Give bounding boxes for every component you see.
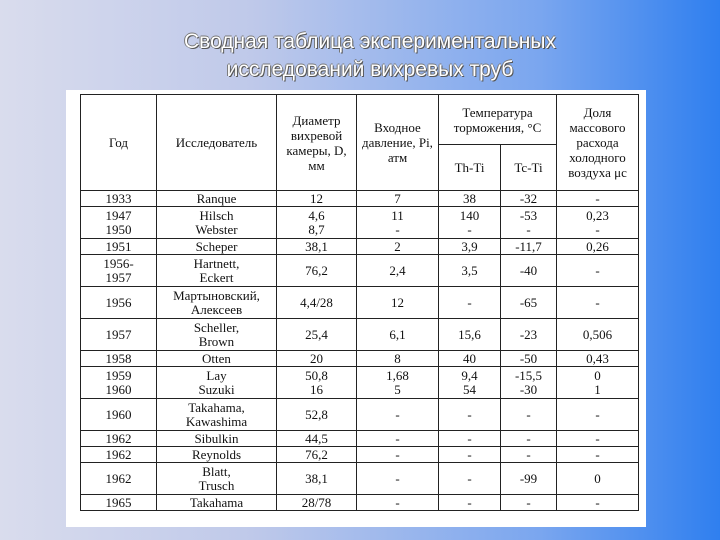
slide-title-line-1: Сводная таблица экспериментальных (184, 30, 556, 53)
cell-temp-hot-line: - (467, 294, 472, 310)
cell-diameter-line: 28/78 (301, 494, 332, 510)
cell-temp-hot (439, 287, 501, 319)
cell-temp-cold-line: -32 (519, 190, 538, 206)
cell-year-line: 1957 (105, 326, 132, 342)
cell-temp-hot-line: 40 (463, 350, 476, 366)
cell-temp-cold-line: -40 (519, 262, 538, 278)
cell-cold-fraction (557, 463, 639, 495)
cell-year (81, 447, 157, 463)
cell-diameter-line: 76,2 (305, 446, 328, 462)
cell-researcher (157, 191, 277, 207)
table-row (81, 463, 639, 495)
cell-temp-cold (501, 255, 557, 287)
cell-pressure (357, 463, 439, 495)
cell-temp-hot (439, 431, 501, 447)
table-row (81, 495, 639, 511)
cell-temp-cold-line: -11,7 (515, 238, 542, 254)
cell-researcher-line: Мартыновский, (173, 287, 260, 303)
cell-cold-fraction-line: - (595, 406, 600, 422)
cell-researcher-line: Takahama, (188, 399, 245, 415)
cell-pressure (357, 367, 439, 399)
cell-year (81, 367, 157, 399)
cell-year-line: 1956 (105, 294, 132, 310)
cell-researcher-line: Scheller, (193, 319, 240, 335)
cell-researcher (157, 431, 277, 447)
cell-researcher-line: Blatt, (202, 463, 231, 479)
table-row (81, 255, 639, 287)
cell-temp-hot (439, 447, 501, 463)
cell-temp-cold (501, 207, 557, 239)
cell-cold-fraction-line: 0,43 (586, 350, 609, 366)
cell-cold-fraction (557, 191, 639, 207)
cell-year (81, 463, 157, 495)
cell-temp-hot (439, 191, 501, 207)
cell-researcher (157, 319, 277, 351)
cell-diameter-line: 12 (310, 190, 323, 206)
cell-temp-hot-line: 15,6 (458, 326, 481, 342)
cell-year-line: 1962 (105, 470, 132, 486)
cell-year-line: 1962 (105, 430, 132, 446)
cell-temp-hot (439, 399, 501, 431)
table-row (81, 239, 639, 255)
cell-pressure-line: - (395, 430, 400, 446)
table-row (81, 287, 639, 319)
cell-cold-fraction (557, 367, 639, 399)
cell-temp-cold-line: - (526, 406, 531, 422)
cell-pressure-line: - (395, 406, 400, 422)
cell-temp-cold-line: -50 (519, 350, 538, 366)
cell-diameter-line: 52,8 (305, 406, 328, 422)
cell-diameter-line: 8,7 (308, 221, 325, 237)
cell-diameter-line: 20 (310, 350, 323, 366)
cell-pressure (357, 447, 439, 463)
cell-temp-hot-line: - (467, 430, 472, 446)
cell-cold-fraction (557, 495, 639, 511)
header-diameter: Диаметр вихревой камеры, D, мм (277, 95, 357, 191)
cell-temp-hot-line: - (467, 221, 472, 237)
header-temp-hot: Th-Ti (439, 145, 501, 191)
cell-temp-cold-line: -65 (519, 294, 538, 310)
cell-cold-fraction (557, 207, 639, 239)
cell-researcher (157, 255, 277, 287)
cell-researcher-line: Алексеев (190, 301, 243, 317)
cell-temp-cold (501, 319, 557, 351)
cell-diameter (277, 399, 357, 431)
table-row (81, 399, 639, 431)
cell-temp-cold-line: - (526, 430, 531, 446)
cell-researcher-line: Webster (195, 221, 238, 237)
cell-researcher-line: Hartnett, (193, 255, 240, 271)
cell-diameter (277, 351, 357, 367)
cell-pressure-line: 1,68 (386, 367, 409, 383)
cell-researcher-line: Takahama (189, 494, 244, 510)
cell-temp-hot-line: - (467, 470, 472, 486)
cell-diameter (277, 319, 357, 351)
cell-researcher (157, 463, 277, 495)
cell-year (81, 239, 157, 255)
table-sheet (66, 90, 646, 527)
cell-year (81, 207, 157, 239)
cell-diameter (277, 287, 357, 319)
cell-pressure-line: - (395, 470, 400, 486)
cell-year-line: 1947 (105, 207, 132, 223)
cell-temp-hot-line: 140 (459, 207, 480, 223)
cell-pressure-line: 7 (394, 190, 401, 206)
cell-researcher-line: Sibulkin (194, 430, 239, 446)
cell-temp-hot-line: 9,4 (461, 367, 478, 383)
cell-pressure-line: - (395, 221, 400, 237)
vortex-tube-research-table (80, 94, 639, 511)
cell-pressure (357, 319, 439, 351)
cell-year (81, 399, 157, 431)
cell-year-line: 1962 (105, 446, 132, 462)
cell-cold-fraction (557, 447, 639, 463)
cell-cold-fraction-line: - (595, 430, 600, 446)
cell-researcher (157, 239, 277, 255)
cell-temp-hot (439, 319, 501, 351)
cell-pressure-line: - (395, 494, 400, 510)
cell-pressure-line: 2 (394, 238, 401, 254)
cell-researcher (157, 367, 277, 399)
cell-year (81, 351, 157, 367)
cell-cold-fraction-line: 0,23 (586, 207, 609, 223)
cell-researcher (157, 287, 277, 319)
table-row (81, 207, 639, 239)
cell-year-line: 1960 (105, 406, 132, 422)
cell-researcher (157, 447, 277, 463)
cell-pressure-line: 8 (394, 350, 401, 366)
cell-pressure-line: - (395, 446, 400, 462)
cell-temp-hot-line: 3,5 (461, 262, 478, 278)
cell-year (81, 431, 157, 447)
table-row (81, 319, 639, 351)
cell-temp-cold-line: -53 (519, 207, 538, 223)
header-cold-fraction: Доля массового расхода холодного воздуха μc (557, 95, 639, 191)
cell-temp-cold (501, 495, 557, 511)
cell-year-line: 1960 (105, 381, 132, 397)
cell-diameter (277, 239, 357, 255)
cell-pressure (357, 351, 439, 367)
cell-temp-hot-line: 54 (463, 381, 476, 397)
cell-diameter-line: 16 (310, 381, 323, 397)
cell-researcher-line: Lay (206, 367, 227, 383)
cell-diameter-line: 4,6 (308, 207, 325, 223)
cell-temp-hot-line: - (467, 446, 472, 462)
cell-cold-fraction-line: 1 (594, 381, 601, 397)
cell-year-line: 1965 (105, 494, 132, 510)
cell-researcher-line: Hilsch (199, 207, 234, 223)
cell-temp-cold (501, 191, 557, 207)
cell-diameter-line: 44,5 (305, 430, 328, 446)
cell-temp-cold-line: - (526, 221, 531, 237)
cell-cold-fraction-line: - (595, 494, 600, 510)
cell-diameter (277, 463, 357, 495)
cell-diameter (277, 191, 357, 207)
cell-researcher-line: Eckert (199, 269, 234, 285)
cell-cold-fraction-line: - (595, 221, 600, 237)
cell-temp-hot (439, 367, 501, 399)
cell-diameter-line: 38,1 (305, 238, 328, 254)
cell-diameter-line: 50,8 (305, 367, 328, 383)
cell-temp-hot (439, 495, 501, 511)
cell-temp-hot-line: - (467, 406, 472, 422)
cell-cold-fraction-line: 0 (594, 470, 601, 486)
cell-year-line: 1951 (105, 238, 132, 254)
cell-year (81, 255, 157, 287)
table-row (81, 431, 639, 447)
cell-temp-cold (501, 431, 557, 447)
cell-temp-cold (501, 351, 557, 367)
cell-diameter-line: 4,4/28 (300, 294, 333, 310)
cell-researcher (157, 399, 277, 431)
cell-researcher-line: Brown (198, 333, 235, 349)
cell-year-line: 1959 (105, 367, 132, 383)
cell-cold-fraction-line: - (595, 190, 600, 206)
cell-temp-hot-line: 3,9 (461, 238, 478, 254)
cell-temp-cold (501, 463, 557, 495)
cell-diameter (277, 495, 357, 511)
cell-diameter (277, 431, 357, 447)
cell-temp-cold-line: - (526, 494, 531, 510)
cell-temp-cold-line: -15,5 (514, 367, 543, 383)
table-row (81, 367, 639, 399)
cell-pressure (357, 207, 439, 239)
cell-diameter-line: 76,2 (305, 262, 328, 278)
cell-diameter (277, 255, 357, 287)
cell-temp-cold (501, 447, 557, 463)
cell-temp-cold-line: -99 (519, 470, 538, 486)
cell-pressure (357, 431, 439, 447)
header-pressure: Входное давление, Pi, атм (357, 95, 439, 191)
cell-temp-cold (501, 367, 557, 399)
cell-pressure (357, 255, 439, 287)
cell-researcher-line: Scheper (195, 238, 238, 254)
cell-year-line: 1956- (103, 255, 134, 271)
cell-pressure-line: 12 (391, 294, 404, 310)
cell-year (81, 287, 157, 319)
header-year: Год (81, 95, 157, 191)
cell-pressure (357, 399, 439, 431)
cell-diameter (277, 447, 357, 463)
cell-researcher (157, 495, 277, 511)
cell-temp-hot (439, 255, 501, 287)
cell-year (81, 319, 157, 351)
cell-cold-fraction-line: 0,506 (582, 326, 613, 342)
cell-diameter-line: 25,4 (305, 326, 328, 342)
header-temp-cold: Tc-Ti (501, 145, 557, 191)
cell-temp-hot-line: 38 (463, 190, 476, 206)
cell-pressure (357, 191, 439, 207)
cell-temp-cold-line: - (526, 446, 531, 462)
cell-cold-fraction (557, 399, 639, 431)
cell-researcher-line: Otten (202, 350, 231, 366)
cell-researcher-line: Reynolds (191, 446, 242, 462)
cell-researcher-line: Kawashima (185, 413, 248, 429)
cell-researcher (157, 351, 277, 367)
cell-temp-cold (501, 399, 557, 431)
cell-year-line: 1933 (105, 190, 132, 206)
cell-temp-cold-line: -30 (519, 381, 538, 397)
cell-temp-hot (439, 239, 501, 255)
cell-researcher-line: Trusch (198, 477, 235, 493)
cell-cold-fraction (557, 287, 639, 319)
cell-cold-fraction-line: 0 (594, 367, 601, 383)
header-temperature: Температура торможения, °C (439, 95, 557, 145)
cell-pressure-line: 6,1 (389, 326, 406, 342)
cell-year (81, 495, 157, 511)
header-researcher: Исследователь (157, 95, 277, 191)
cell-temp-cold (501, 239, 557, 255)
cell-temp-hot (439, 463, 501, 495)
cell-cold-fraction (557, 255, 639, 287)
cell-cold-fraction-line: - (595, 294, 600, 310)
table-body (81, 191, 639, 511)
cell-temp-cold (501, 287, 557, 319)
table-row (81, 351, 639, 367)
cell-cold-fraction (557, 351, 639, 367)
cell-diameter-line: 38,1 (305, 470, 328, 486)
table-row (81, 447, 639, 463)
slide-title-line-2: исследований вихревых труб (226, 58, 514, 81)
cell-cold-fraction (557, 239, 639, 255)
cell-cold-fraction-line: 0,26 (586, 238, 609, 254)
slide-title (120, 28, 620, 84)
cell-researcher (157, 207, 277, 239)
cell-pressure (357, 495, 439, 511)
table-row (81, 191, 639, 207)
cell-temp-hot (439, 351, 501, 367)
cell-cold-fraction-line: - (595, 446, 600, 462)
cell-year-line: 1950 (105, 221, 132, 237)
cell-year (81, 191, 157, 207)
cell-year-line: 1957 (105, 269, 132, 285)
cell-pressure (357, 239, 439, 255)
cell-pressure-line: 11 (391, 207, 404, 223)
cell-cold-fraction (557, 431, 639, 447)
cell-pressure-line: 2,4 (389, 262, 406, 278)
cell-temp-hot-line: - (467, 494, 472, 510)
cell-researcher-line: Ranque (196, 190, 237, 206)
cell-diameter (277, 367, 357, 399)
cell-pressure (357, 287, 439, 319)
cell-pressure-line: 5 (394, 381, 401, 397)
cell-researcher-line: Suzuki (198, 381, 235, 397)
cell-temp-hot (439, 207, 501, 239)
cell-year-line: 1958 (105, 350, 132, 366)
cell-cold-fraction-line: - (595, 262, 600, 278)
cell-temp-cold-line: -23 (519, 326, 538, 342)
cell-cold-fraction (557, 319, 639, 351)
cell-diameter (277, 207, 357, 239)
